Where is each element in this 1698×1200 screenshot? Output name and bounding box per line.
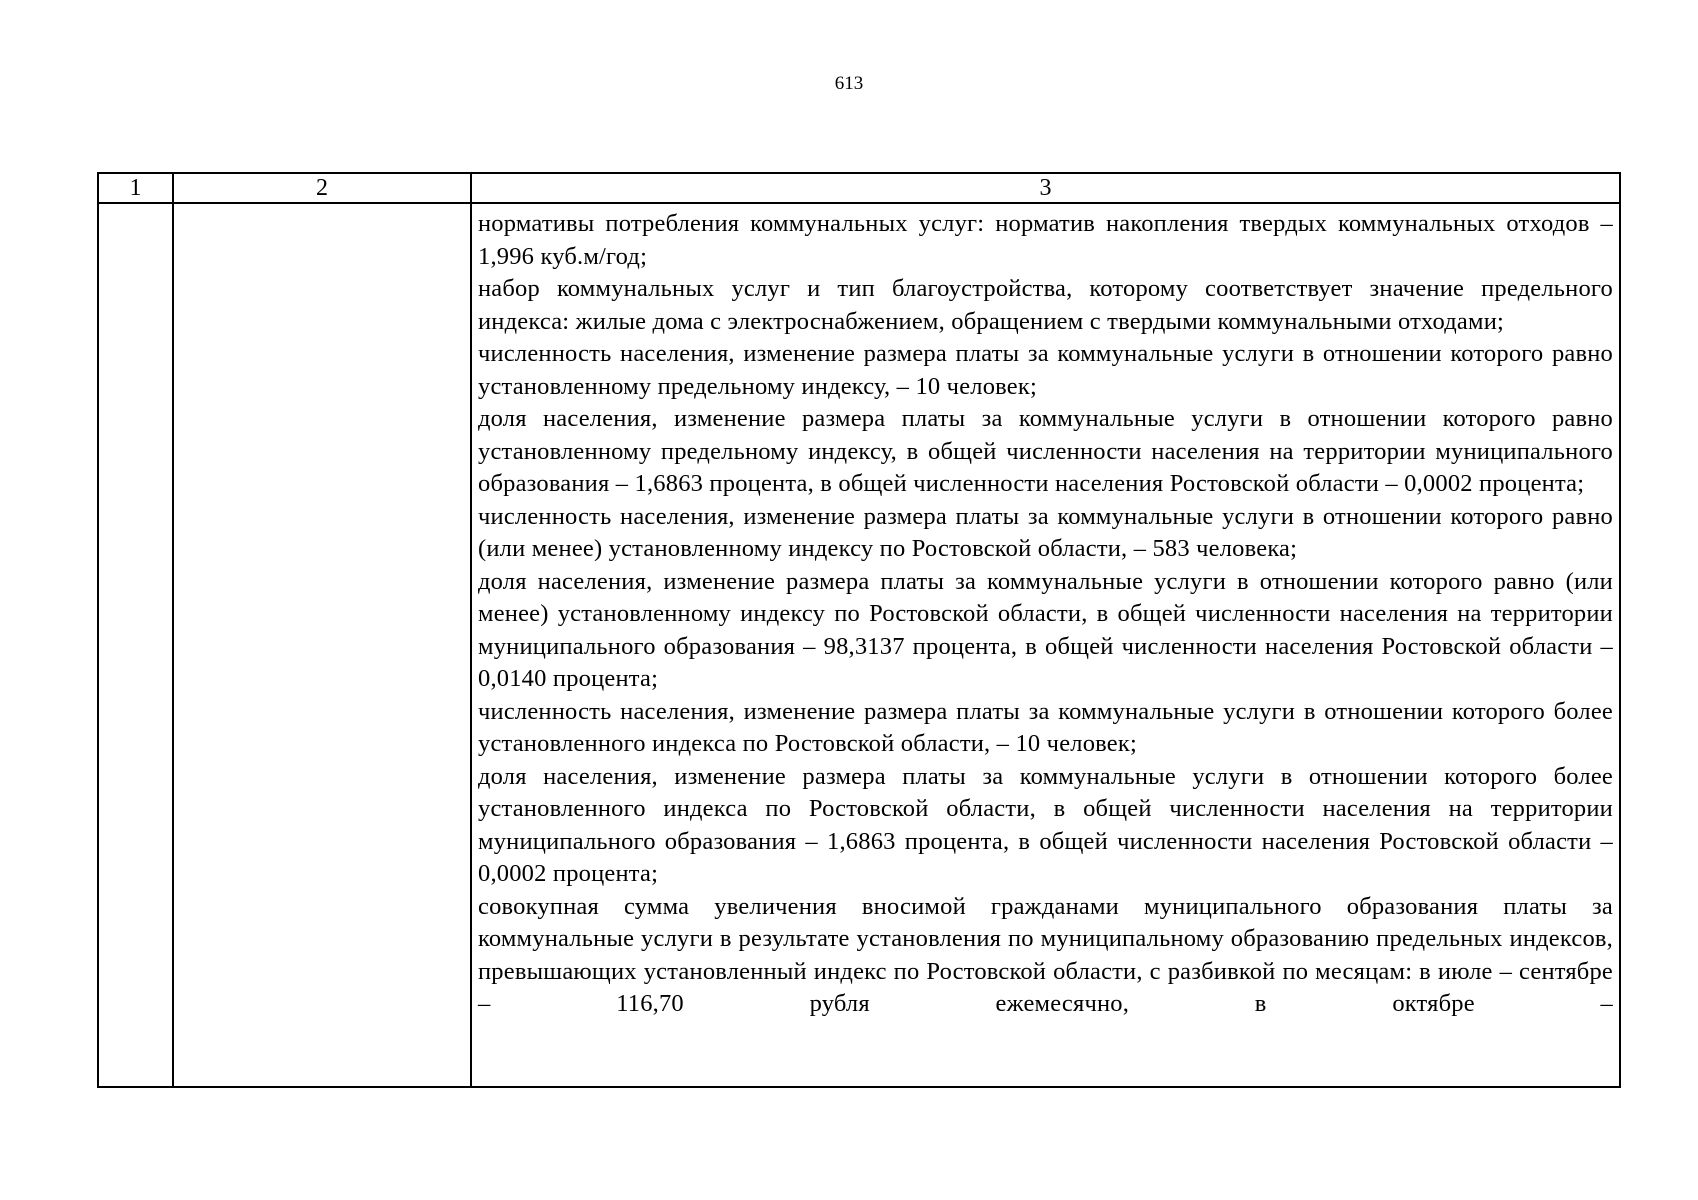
paragraph-population-above-regional: численность населения, изменение размера платы за коммунальные услуги в отношении которого более установленного индекса по Ростовской области, – 10 человек;: [478, 697, 1613, 757]
table-row: [98, 203, 1620, 1087]
paragraph-share-equal-limit: доля населения, изменение размера платы за коммунальные услуги в отношении которого равно установленному предельному индексу, в общей численности населения на территории муниципального образования – 1,6863 процента, в общей численности населения Ростовской области – 0,0002 процента;: [478, 405, 1613, 497]
table-header-row: [98, 173, 1620, 203]
paragraph-share-equal-or-less-regional: доля населения, изменение размера платы за коммунальные услуги в отношении которого равно (или менее) установленному индексу по Ростовской области, в общей численности населения на территории муниципального образования – 98,3137 процента, в общей численности населения Ростовской области – 0,0140 процента;: [478, 567, 1613, 692]
cell-col-2: [173, 203, 471, 1087]
document-table: [97, 172, 1621, 1088]
column-header-1: 1: [98, 173, 173, 203]
paragraph-service-set: набор коммунальных услуг и тип благоустройства, которому соответствует значение предельного индекса: жилые дома с электроснабжением, обращением с твердыми коммунальными отходами;: [478, 275, 1613, 335]
page-number: 613: [834, 73, 864, 94]
paragraph-population-equal-or-less-regional: численность населения, изменение размера платы за коммунальные услуги в отношении которого равно (или менее) установленному индексу по Ростовской области, – 583 человека;: [478, 502, 1613, 562]
paragraph-consumption-norms: нормативы потребления коммунальных услуг: норматив накопления твердых коммунальных отходов – 1,996 куб.м/год;: [478, 210, 1613, 270]
paragraph-share-above-regional: доля населения, изменение размера платы за коммунальные услуги в отношении которого более установленного индекса по Ростовской области, в общей численности населения на территории муниципального образования – 1,6863 процента, в общей численности населения Ростовской области – 0,0002 процента;: [478, 762, 1613, 887]
cell-col-3: [471, 203, 1620, 1087]
paragraph-population-equal-limit: численность населения, изменение размера платы за коммунальные услуги в отношении которого равно установленному предельному индексу, – 10 человек;: [478, 340, 1613, 400]
column-header-2: 2: [173, 173, 471, 203]
column-header-3: 3: [471, 173, 1620, 203]
paragraph-total-increase: совокупная сумма увеличения вносимой гражданами муниципального образования платы за коммунальные услуги в результате установления по муниципальному образованию предельных индексов, превышающих установленный индекс по Ростовской области, с разбивкой по месяцам: в июле – сентябре – 116,70 рубля ежемесячно, в октябре –: [478, 892, 1613, 1017]
cell-col-1: [98, 203, 173, 1087]
